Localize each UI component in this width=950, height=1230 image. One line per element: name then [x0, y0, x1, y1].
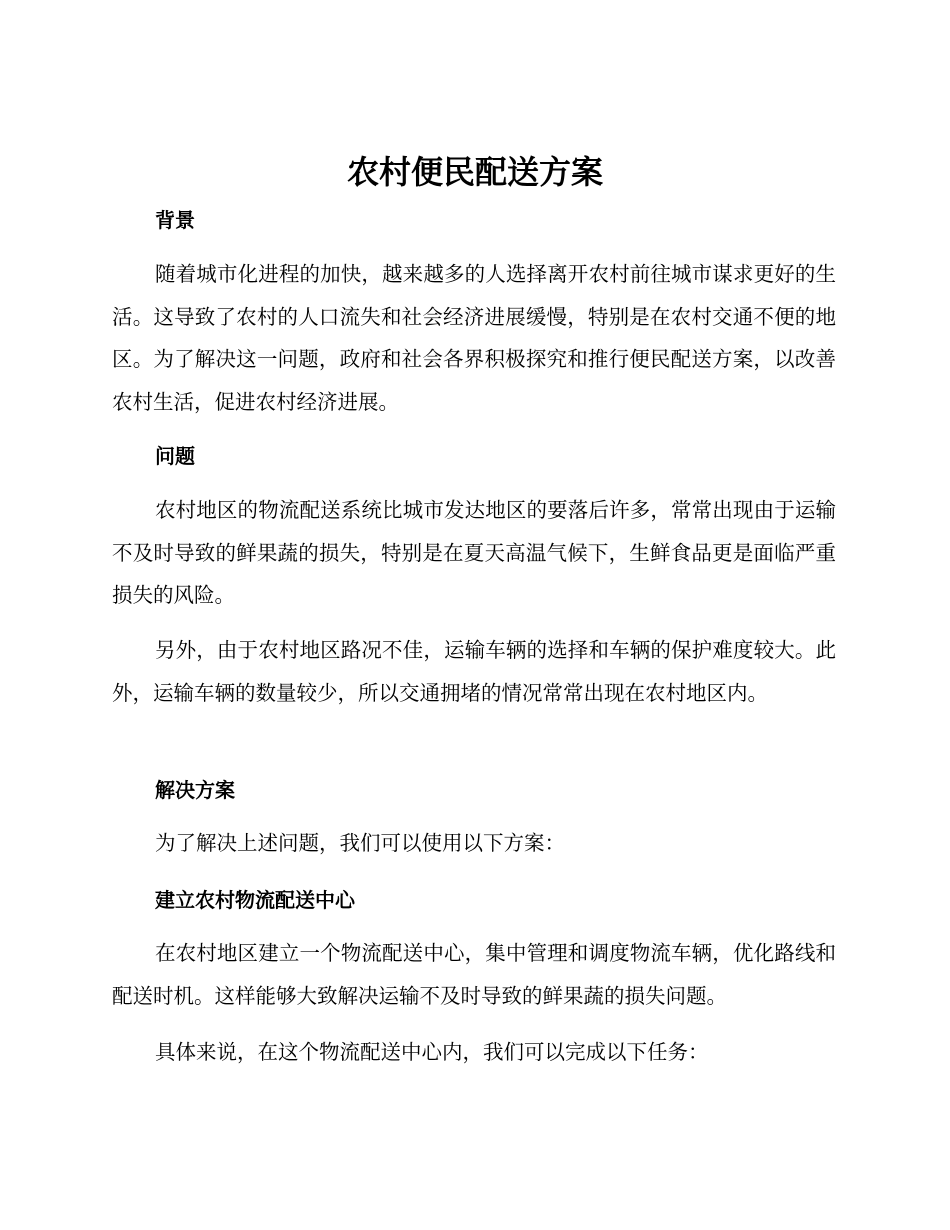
- paragraph-logistics-center-1: 在农村地区建立一个物流配送中心，集中管理和调度物流车辆，优化路线和配送时机。这样能够大致解决运输不及时导致的鲜果蔬的损失问题。: [112, 941, 836, 1008]
- paragraph-problem-1: 农村地区的物流配送系统比城市发达地区的要落后许多，常常出现由于运输不及时导致的鲜果蔬的损失，特别是在夏天高温气候下，生鲜食品更是面临严重损失的风险。: [112, 498, 836, 608]
- document-title: 农村便民配送方案: [346, 153, 603, 191]
- section-heading-solution: 解决方案: [155, 778, 235, 802]
- paragraph-background: 随着城市化进程的加快，越来越多的人选择离开农村前往城市谋求更好的生活。这导致了农村的人口流失和社会经济进展缓慢，特别是在农村交通不便的地区。为了解决这一问题，政府和社会各界积极探究和推行便民配送方案，以改善农村生活，促进农村经济进展。: [112, 262, 836, 414]
- section-heading-problem: 问题: [155, 444, 195, 468]
- section-heading-background: 背景: [155, 208, 195, 232]
- paragraph-logistics-center-2: 具体来说，在这个物流配送中心内，我们可以完成以下任务：: [155, 1040, 709, 1064]
- paragraph-solution: 为了解决上述问题，我们可以使用以下方案：: [155, 831, 565, 855]
- section-heading-logistics-center: 建立农村物流配送中心: [155, 888, 355, 912]
- paragraph-problem-2: 另外，由于农村地区路况不佳，运输车辆的选择和车辆的保护难度较大。此外，运输车辆的数量较少，所以交通拥堵的情况常常出现在农村地区内。: [112, 638, 836, 705]
